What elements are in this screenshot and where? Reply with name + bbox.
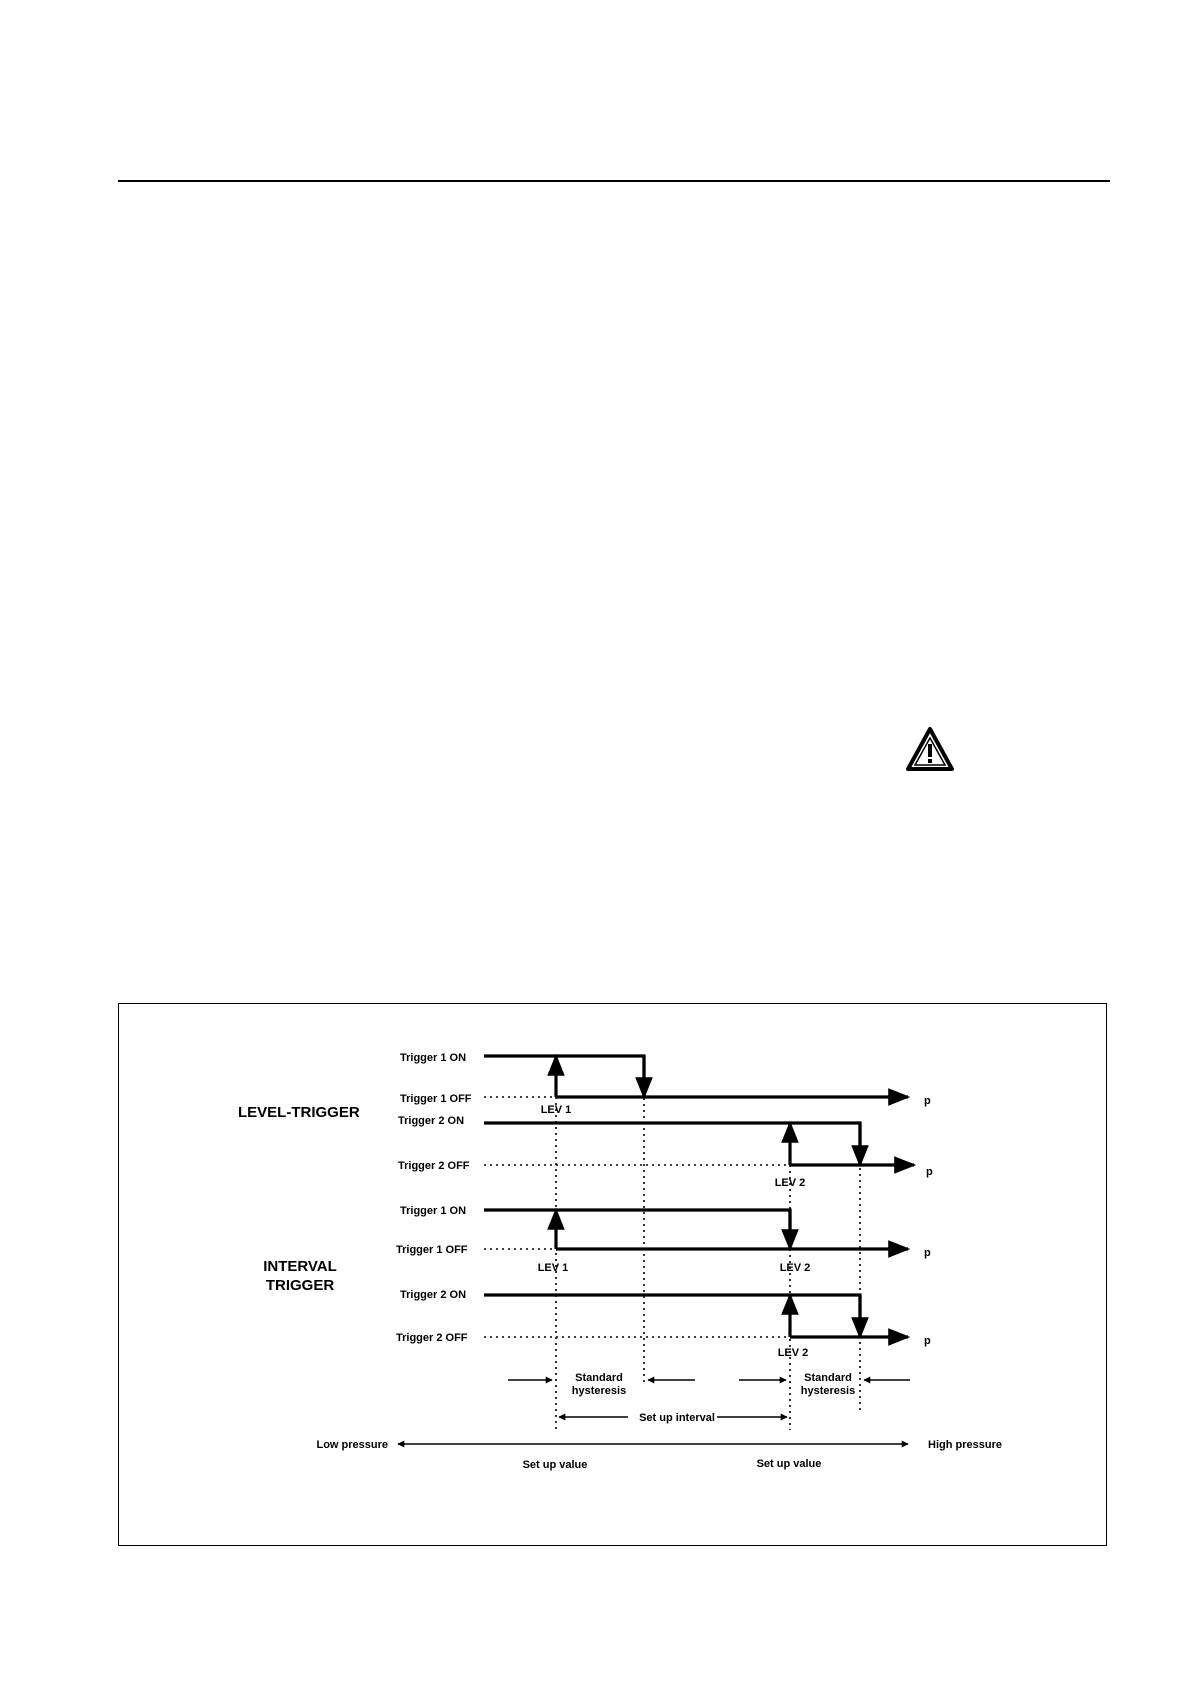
- label-l2-off: Trigger 2 OFF: [398, 1160, 470, 1172]
- hysteresis-label-2a: Standard: [804, 1372, 852, 1384]
- label-i1-on: Trigger 1 ON: [400, 1205, 467, 1217]
- hysteresis-label-2b: hysteresis: [800, 1385, 856, 1397]
- section-interval-line2: TRIGGER: [265, 1277, 335, 1294]
- label-i2-off: Trigger 2 OFF: [396, 1332, 468, 1344]
- axis-p-4: p: [924, 1335, 931, 1347]
- label-l1-on: Trigger 1 ON: [400, 1052, 467, 1064]
- marker-lev1-level: LEV 1: [540, 1104, 572, 1116]
- section-interval-line1: INTERVAL: [263, 1258, 337, 1275]
- high-pressure-label: High pressure: [928, 1439, 1002, 1451]
- hysteresis-label-1a: Standard: [575, 1372, 623, 1384]
- setup-value-label-1: Set up value: [522, 1459, 588, 1471]
- label-i2-on: Trigger 2 ON: [400, 1289, 467, 1301]
- marker-lev2-interval: LEV 2: [779, 1262, 811, 1274]
- l1-signal: [484, 1056, 644, 1097]
- i1-signal: [484, 1210, 790, 1249]
- marker-lev2-level: LEV 2: [774, 1177, 806, 1189]
- marker-lev2-interval-2: LEV 2: [777, 1347, 809, 1359]
- setup-value-label-2: Set up value: [756, 1458, 822, 1470]
- axis-p-2: p: [926, 1166, 933, 1178]
- axis-p-1: p: [924, 1095, 931, 1107]
- axis-p-3: p: [924, 1247, 931, 1259]
- interval-label: Set up interval: [639, 1412, 715, 1424]
- i2-signal: [484, 1295, 860, 1337]
- label-i1-off: Trigger 1 OFF: [396, 1244, 468, 1256]
- l2-signal: [484, 1123, 860, 1165]
- label-l1-off: Trigger 1 OFF: [400, 1093, 472, 1105]
- low-pressure-label: Low pressure: [316, 1439, 388, 1451]
- hysteresis-label-1b: hysteresis: [571, 1385, 627, 1397]
- section-level-trigger: LEVEL-TRIGGER: [238, 1104, 360, 1121]
- marker-lev1-interval: LEV 1: [537, 1262, 569, 1274]
- label-l2-on: Trigger 2 ON: [398, 1115, 465, 1127]
